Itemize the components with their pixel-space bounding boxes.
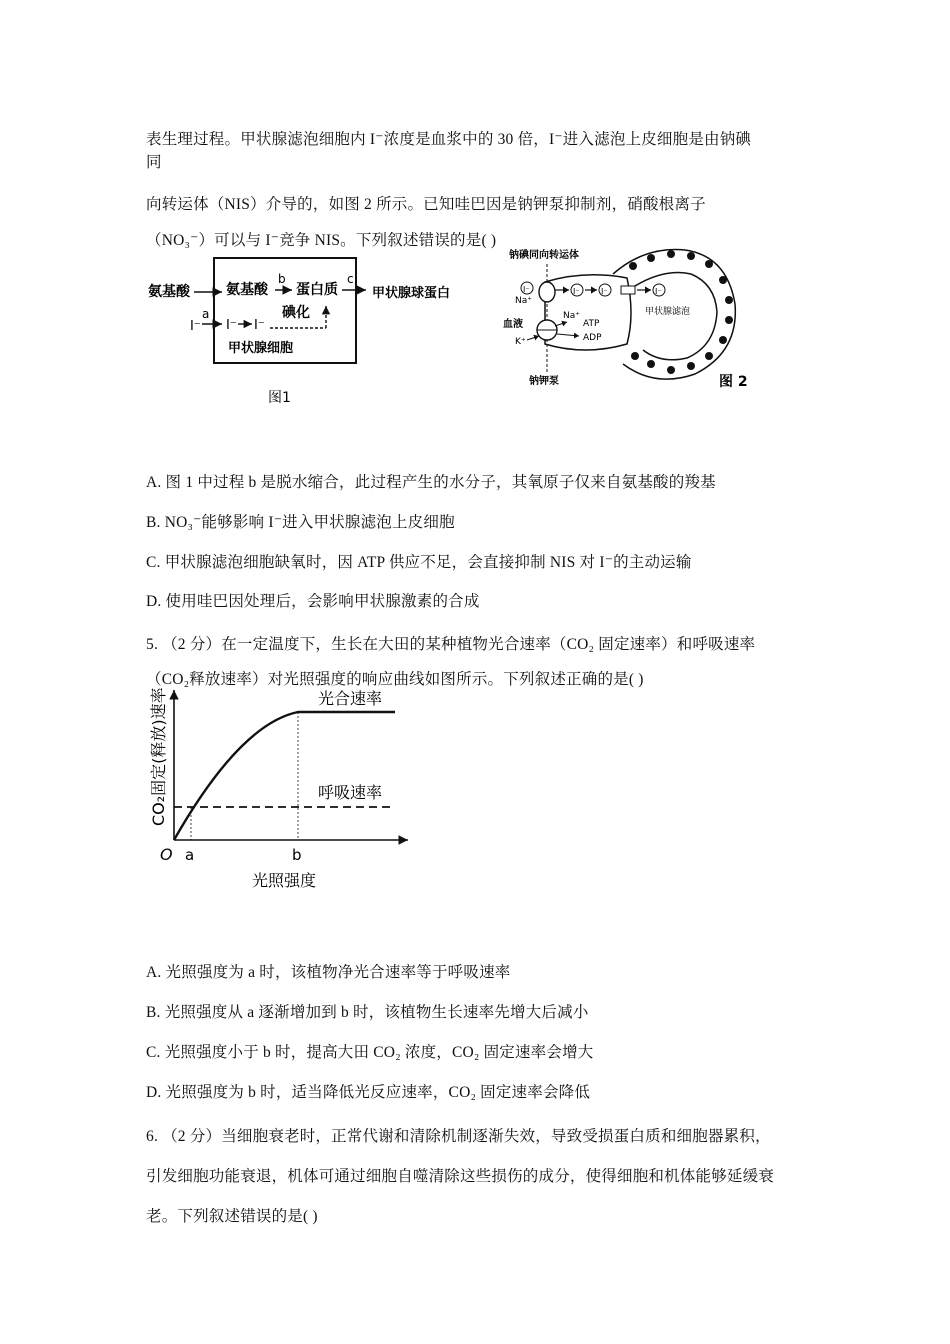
thyroglobulin-label: 甲状腺球蛋白 (372, 286, 451, 301)
x-axis-label: 光照强度 (252, 871, 317, 890)
q4-stem-line-1: 表生理过程。甲状腺滤泡细胞内 I⁻浓度是血浆中的 30 倍，I⁻进入滤泡上皮细胞是由钠碘 (146, 131, 752, 148)
nis-label: 钠碘同向转运体 (509, 250, 579, 261)
q4-stem-line-4: （NO₃⁻）可以与 I⁻竞争 NIS。下列叙述错误的是( ) (146, 232, 497, 249)
iodide-blood: I⁻ (523, 285, 530, 294)
iodide-inside-1: I⁻ (226, 318, 237, 333)
iodide-apical: I⁻ (601, 287, 608, 296)
thyroid-cell-label: 甲状腺细胞 (228, 341, 294, 356)
figure-1-caption: 图1 (268, 390, 291, 406)
figure-2-caption: 图 2 (719, 374, 748, 390)
iodide-cell: I⁻ (573, 287, 580, 296)
iodide-lumen: I⁻ (655, 287, 662, 296)
photosynthesis-label: 光合速率 (318, 689, 383, 708)
k-in-label: K⁺ (515, 337, 526, 347)
atp-label: ATP (583, 319, 600, 329)
figure-1-diagram (140, 250, 480, 415)
iodide-outside: I⁻ (190, 319, 201, 334)
q4-option-b: B. NO₃⁻能够影响 I⁻进入甲状腺滤泡上皮细胞 (146, 514, 455, 531)
q4-option-d: D. 使用哇巴因处理后，会影响甲状腺激素的合成 (146, 593, 480, 610)
q4-option-a: A. 图 1 中过程 b 是脱水缩合，此过程产生的水分子，其氧原子仅来自氨基酸的羧基 (146, 474, 716, 491)
q5-option-d: D. 光照强度为 b 时，适当降低光反应速率，CO₂ 固定速率会降低 (146, 1084, 591, 1101)
rate-vs-light-graph (140, 684, 420, 894)
label-b: b (278, 272, 286, 286)
protein-label: 蛋白质 (296, 282, 338, 298)
na-in-label: Na⁺ (515, 296, 532, 306)
respiration-label: 呼吸速率 (318, 783, 383, 802)
iodination-label: 碘化 (282, 305, 310, 321)
label-c: c (347, 272, 354, 286)
nis-transporter (539, 282, 555, 302)
blood-label: 血液 (503, 319, 523, 330)
label-a: a (202, 307, 210, 321)
q6-stem-line-1: 6. （2 分）当细胞衰老时，正常代谢和清除机制逐渐失效，导致受损蛋白质和细胞器累积， (146, 1128, 771, 1145)
q5-option-b: B. 光照强度从 a 逐渐增加到 b 时，该植物生长速率先增大后减小 (146, 1004, 589, 1021)
q5-stem-line-2: （CO₂释放速率）对光照强度的响应曲线如图所示。下列叙述正确的是( ) (146, 671, 644, 688)
origin-label: O (160, 845, 173, 864)
adp-label: ADP (583, 333, 602, 343)
q4-stem-line-3: 向转运体（NIS）介导的，如图 2 所示。已知哇巴因是钠钾泵抑制剂，硝酸根离子 (146, 196, 706, 213)
q5-option-c: C. 光照强度小于 b 时，提高大田 CO₂ 浓度，CO₂ 固定速率会增大 (146, 1044, 594, 1061)
photosynthesis-curve (174, 712, 395, 840)
q6-stem-line-3: 老。下列叙述错误的是( ) (146, 1208, 318, 1225)
q6-stem-line-2: 引发细胞功能衰退，机体可通过细胞自噬清除这些损伤的成分，使得细胞和机体能够延缓衰 (146, 1168, 775, 1185)
figure-2-diagram (495, 234, 760, 394)
tick-b: b (292, 846, 302, 864)
amino-acid-outside: 氨基酸 (148, 284, 190, 300)
q4-option-c: C. 甲状腺滤泡细胞缺氧时，因 ATP 供应不足，会直接抑制 NIS 对 I⁻的主动运输 (146, 554, 692, 571)
q5-option-a: A. 光照强度为 a 时，该植物净光合速率等于呼吸速率 (146, 964, 511, 981)
q4-stem-line-2: 同 (146, 154, 162, 171)
pump-label: 钠钾泵 (529, 376, 559, 387)
y-axis-label: CO₂固定(释放)速率 (149, 687, 168, 826)
q5-stem-line-1: 5. （2 分）在一定温度下，生长在大田的某种植物光合速率（CO₂ 固定速率）和呼吸速率 (146, 636, 756, 653)
iodide-inside-2: I⁻ (254, 318, 265, 333)
na-out-label: Na⁺ (563, 311, 580, 321)
amino-acid-inside: 氨基酸 (226, 282, 268, 298)
tick-a: a (185, 846, 195, 864)
follicle-label: 甲状腺滤泡 (645, 307, 691, 317)
